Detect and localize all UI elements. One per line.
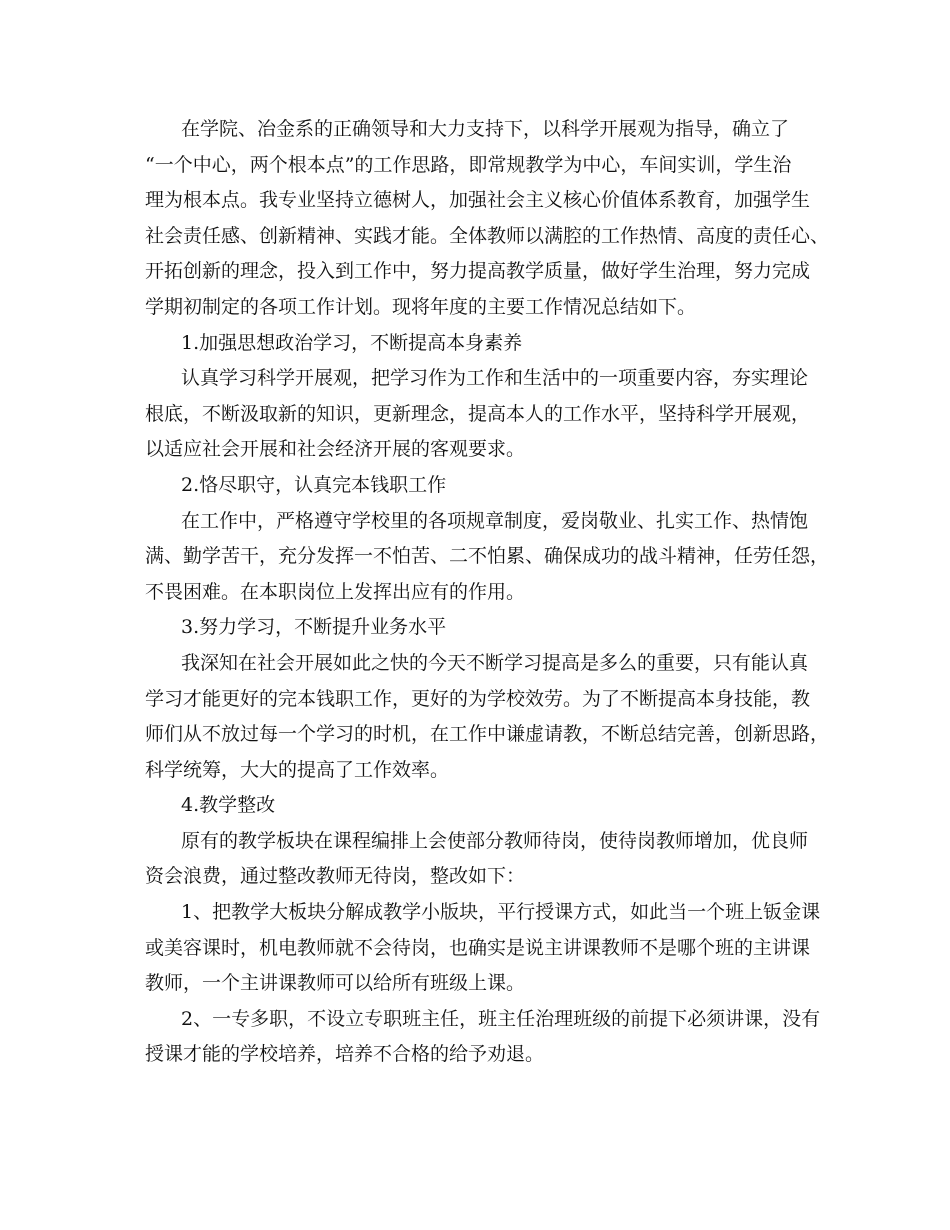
text-line: 1、把教学大板块分解成教学小版块，平行授课方式，如此当一个班上钣金课: [181, 901, 821, 924]
text-line: 授课才能的学校培养，培养不合格的给予劝退。: [145, 1043, 545, 1066]
text-line: 以适应社会开展和社会经济开展的客观要求。: [145, 438, 526, 461]
text-line: 3.努力学习，不断提升业务水平: [181, 616, 447, 639]
text-line: 资会浪费，通过整改教师无待岗，整改如下：: [145, 865, 526, 888]
text-line: 在学院、冶金系的正确领导和大力支持下，以科学开展观为指导，确立了: [181, 118, 790, 140]
text-line: 或美容课时，机电教师就不会待岗，也确实是说主讲课教师不是哪个班的主讲课: [145, 936, 811, 959]
text-line: 教师，一个主讲课教师可以给所有班级上课。: [145, 972, 526, 995]
text-line: 2.恪尽职守，认真完本钱职工作: [181, 473, 447, 496]
text-line: 在工作中，严格遵守学校里的各项规章制度，爱岗敬业、扎实工作、热情饱: [181, 509, 809, 532]
text-line: “一个中心，两个根本点”的工作思路，即常规教学为中心，车间实训，学生治: [145, 153, 792, 176]
text-line: 2、一专多职，不设立专职班主任，班主任治理班级的前提下必须讲课，没有: [181, 1007, 821, 1030]
text-line: 理为根本点。我专业坚持立德树人，加强社会主义核心价值体系教育，加强学生: [145, 189, 811, 212]
text-line: 不畏困难。在本职岗位上发挥出应有的作用。: [145, 580, 526, 603]
text-line: 开拓创新的理念，投入到工作中，努力提高教学质量，做好学生治理，努力完成: [145, 260, 811, 283]
text-line: 师们从不放过每一个学习的时机，在工作中谦虚请教，不断总结完善，创新思路，: [145, 723, 830, 746]
text-line: 科学统筹，大大的提高了工作效率。: [145, 758, 450, 781]
text-line: 根底，不断汲取新的知识，更新理念，提高本人的工作水平，坚持科学开展观，: [145, 402, 811, 425]
text-line: 学期初制定的各项工作计划。现将年度的主要工作情况总结如下。: [145, 295, 697, 318]
text-line: 4.教学整改: [181, 794, 276, 817]
text-line: 认真学习科学开展观，把学习作为工作和生活中的一项重要内容，夯实理论: [181, 367, 809, 390]
text-line: 1.加强思想政治学习，不断提高本身素养: [181, 331, 523, 354]
document-body: [145, 112, 830, 1073]
text-line: 学习才能更好的完本钱职工作，更好的为学校效劳。为了不断提高本身技能，教: [145, 687, 811, 710]
text-line: 我深知在社会开展如此之快的今天不断学习提高是多么的重要，只有能认真: [181, 651, 809, 674]
text-line: 原有的教学板块在课程编排上会使部分教师待岗，使待岗教师增加，优良师: [181, 829, 809, 852]
text-line: 社会责任感、创新精神、实践才能。全体教师以满腔的工作热情、高度的责任心、: [145, 224, 830, 247]
text-line: 满、勤学苦干，充分发挥一不怕苦、二不怕累、确保成功的战斗精神，任劳任怨，: [145, 545, 830, 568]
